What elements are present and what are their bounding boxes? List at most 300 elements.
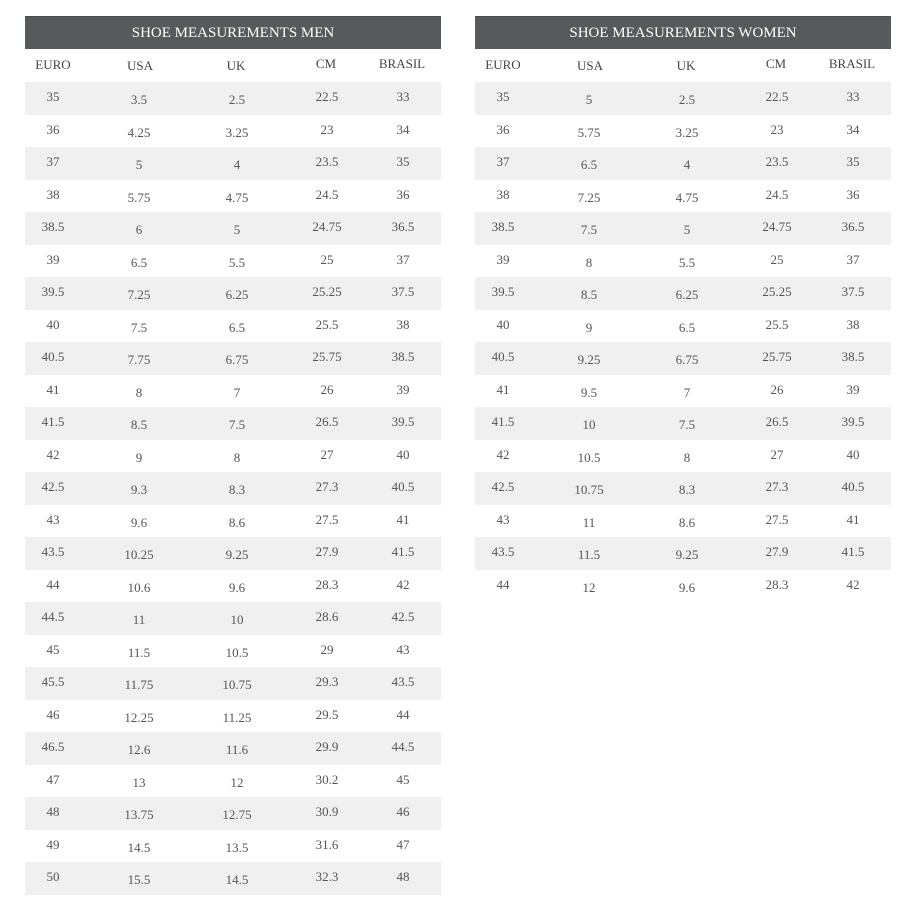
cell-euro xyxy=(25,862,83,895)
cell-euro xyxy=(475,505,533,538)
cell-uk xyxy=(177,310,269,343)
cell-uk xyxy=(627,115,719,148)
cell-value: 4 xyxy=(233,157,241,172)
cell-value: 7 xyxy=(233,384,241,400)
cell-brasil xyxy=(357,635,441,668)
cell-value: 27.5 xyxy=(315,511,339,527)
cell-usa xyxy=(83,797,177,830)
cell-value: 25 xyxy=(770,251,784,267)
cell-value: 8 xyxy=(683,449,691,465)
cell-uk xyxy=(177,277,269,310)
cell-cm xyxy=(719,147,807,180)
cell-cm xyxy=(719,82,807,115)
cell-value: 2.5 xyxy=(228,92,246,107)
cell-cm xyxy=(269,862,357,895)
cell-euro xyxy=(25,602,83,635)
cell-value: 41 xyxy=(396,511,410,527)
cell-value: 6.5 xyxy=(228,319,246,335)
cell-euro xyxy=(475,245,533,278)
cell-cm xyxy=(269,505,357,538)
cell-value: 14.5 xyxy=(225,872,249,887)
cell-uk xyxy=(627,277,719,310)
cell-value: 39 xyxy=(846,381,860,397)
cell-value: 26.5 xyxy=(765,414,789,429)
table-row xyxy=(25,732,441,765)
cell-cm xyxy=(269,277,357,310)
cell-value: 43 xyxy=(496,511,510,527)
cell-value: 2.5 xyxy=(678,92,696,107)
cell-uk xyxy=(177,180,269,213)
cell-brasil xyxy=(357,310,441,343)
table-row xyxy=(475,342,891,375)
cell-value: 38 xyxy=(496,186,510,202)
cell-cm xyxy=(719,245,807,278)
table-row xyxy=(25,797,441,830)
cell-euro xyxy=(475,212,533,245)
cell-euro xyxy=(475,180,533,213)
cell-uk xyxy=(627,212,719,245)
cell-uk xyxy=(177,375,269,408)
cell-value: 25.75 xyxy=(762,349,792,364)
cell-value: 44 xyxy=(46,576,60,592)
cell-euro xyxy=(475,277,533,310)
cell-value: 41.5 xyxy=(491,414,515,429)
cell-value: 10.75 xyxy=(574,482,604,497)
cell-value: 14.5 xyxy=(127,839,151,855)
cell-value: 6.25 xyxy=(675,287,699,302)
cell-value: 43.5 xyxy=(491,544,515,559)
cell-euro xyxy=(475,537,533,570)
cell-value: 25.75 xyxy=(312,349,342,364)
cell-value: 30.9 xyxy=(315,804,339,819)
table-row xyxy=(475,472,891,505)
cell-brasil xyxy=(357,862,441,895)
cell-cm xyxy=(719,537,807,570)
cell-cm xyxy=(719,342,807,375)
cell-value: 38.5 xyxy=(41,219,65,234)
cell-usa xyxy=(533,310,627,343)
cell-value: 7.25 xyxy=(577,189,601,205)
cell-euro xyxy=(25,537,83,570)
table-row xyxy=(475,277,891,310)
cell-cm xyxy=(269,115,357,148)
cell-value: 44.5 xyxy=(41,609,65,624)
cell-cm xyxy=(269,310,357,343)
men-column-headers xyxy=(25,49,441,82)
cell-uk xyxy=(627,407,719,440)
cell-value: 8.5 xyxy=(130,417,148,432)
cell-euro xyxy=(25,440,83,473)
cell-value: 39 xyxy=(46,251,60,267)
cell-uk xyxy=(177,700,269,733)
cell-usa xyxy=(83,732,177,765)
cell-value: 27.9 xyxy=(765,544,789,559)
cell-usa xyxy=(83,375,177,408)
cell-cm xyxy=(269,180,357,213)
column-header-brasil xyxy=(357,49,441,82)
cell-uk xyxy=(627,342,719,375)
cell-cm xyxy=(269,732,357,765)
cell-value: 37 xyxy=(496,154,510,169)
cell-brasil xyxy=(357,245,441,278)
cell-uk xyxy=(177,830,269,863)
cell-euro xyxy=(25,700,83,733)
cell-value: 32.3 xyxy=(315,869,339,884)
cell-brasil xyxy=(357,732,441,765)
cell-usa xyxy=(533,147,627,180)
cell-euro xyxy=(25,570,83,603)
cell-cm xyxy=(719,180,807,213)
cell-uk xyxy=(627,310,719,343)
cell-value: 7.75 xyxy=(127,352,151,367)
cell-usa xyxy=(533,440,627,473)
table-row xyxy=(25,407,441,440)
women-table-title: SHOE MEASUREMENTS WOMEN xyxy=(475,16,891,49)
cell-usa xyxy=(83,180,177,213)
cell-uk xyxy=(177,245,269,278)
cell-value: 36.5 xyxy=(841,219,865,234)
cell-uk xyxy=(627,570,719,603)
cell-value: 5.5 xyxy=(678,254,696,270)
cell-usa xyxy=(83,830,177,863)
cell-value: 25.5 xyxy=(315,316,339,332)
cell-brasil xyxy=(357,180,441,213)
cell-uk xyxy=(627,505,719,538)
cell-value: 5 xyxy=(683,222,691,237)
cell-euro xyxy=(25,147,83,180)
cell-value: 23 xyxy=(770,121,784,137)
cell-cm xyxy=(269,375,357,408)
cell-cm xyxy=(719,277,807,310)
table-row xyxy=(475,407,891,440)
cell-value: 42 xyxy=(396,576,410,592)
table-row xyxy=(25,245,441,278)
cell-value: 39.5 xyxy=(841,414,865,429)
cell-value: 11.6 xyxy=(225,742,249,757)
cell-euro xyxy=(25,310,83,343)
cell-euro xyxy=(25,667,83,700)
cell-value: 39.5 xyxy=(391,414,415,429)
cell-euro xyxy=(25,82,83,115)
cell-usa xyxy=(83,505,177,538)
cell-value: 12 xyxy=(230,774,244,790)
cell-value: 9.6 xyxy=(130,514,148,530)
cell-value: 12.75 xyxy=(222,807,252,822)
table-row xyxy=(25,147,441,180)
cell-value: 37 xyxy=(46,154,60,169)
cell-value: 7 xyxy=(683,384,691,400)
table-row xyxy=(25,635,441,668)
cell-value: 36 xyxy=(846,186,860,202)
men-table-title: SHOE MEASUREMENTS MEN xyxy=(25,16,441,49)
cell-value: 27.3 xyxy=(315,479,339,494)
cell-cm xyxy=(269,570,357,603)
cell-value: 50 xyxy=(46,869,60,884)
cell-brasil xyxy=(357,797,441,830)
cell-value: 42.5 xyxy=(491,479,515,494)
cell-value: 45.5 xyxy=(41,674,65,689)
cell-brasil xyxy=(357,147,441,180)
cell-value: 41 xyxy=(846,511,860,527)
cell-brasil xyxy=(357,505,441,538)
cell-value: 3.5 xyxy=(130,92,148,107)
cell-cm xyxy=(269,407,357,440)
column-header-cm xyxy=(719,49,807,82)
column-header-label: UK xyxy=(226,58,246,73)
cell-uk xyxy=(627,180,719,213)
table-row xyxy=(475,115,891,148)
cell-brasil xyxy=(357,375,441,408)
cell-value: 42 xyxy=(496,446,510,462)
cell-euro xyxy=(25,245,83,278)
cell-uk xyxy=(627,537,719,570)
column-header-label: EURO xyxy=(35,57,71,72)
cell-value: 38.5 xyxy=(491,219,515,234)
cell-brasil xyxy=(357,667,441,700)
cell-value: 34 xyxy=(846,121,860,137)
cell-value: 9.25 xyxy=(675,547,699,562)
cell-value: 8.5 xyxy=(580,287,598,302)
cell-uk xyxy=(177,472,269,505)
cell-euro xyxy=(25,472,83,505)
column-header-label: USA xyxy=(126,58,154,73)
cell-value: 26 xyxy=(320,381,334,397)
cell-uk xyxy=(177,635,269,668)
cell-cm xyxy=(719,505,807,538)
cell-cm xyxy=(719,212,807,245)
cell-cm xyxy=(269,667,357,700)
cell-euro xyxy=(25,115,83,148)
cell-euro xyxy=(475,375,533,408)
cell-value: 33 xyxy=(846,89,860,104)
cell-brasil xyxy=(807,440,891,473)
table-row xyxy=(25,862,441,895)
women-column-headers xyxy=(475,49,891,82)
cell-cm xyxy=(269,472,357,505)
cell-usa xyxy=(533,245,627,278)
table-row xyxy=(25,830,441,863)
cell-usa xyxy=(83,342,177,375)
column-header-label: BRASIL xyxy=(828,56,876,71)
cell-cm xyxy=(719,375,807,408)
cell-usa xyxy=(83,700,177,733)
table-row xyxy=(25,602,441,635)
cell-cm xyxy=(719,310,807,343)
cell-value: 29.3 xyxy=(315,674,339,689)
cell-brasil xyxy=(357,407,441,440)
cell-brasil xyxy=(357,212,441,245)
cell-usa xyxy=(533,407,627,440)
women-size-table xyxy=(475,16,891,602)
cell-uk xyxy=(177,765,269,798)
cell-usa xyxy=(533,277,627,310)
cell-euro xyxy=(475,82,533,115)
cell-value: 43 xyxy=(46,511,60,527)
cell-value: 11.5 xyxy=(577,547,601,562)
cell-brasil xyxy=(357,115,441,148)
cell-value: 13.5 xyxy=(225,839,249,855)
cell-value: 8 xyxy=(135,384,143,400)
cell-cm xyxy=(269,797,357,830)
cell-value: 9.5 xyxy=(580,384,598,400)
cell-uk xyxy=(177,862,269,895)
cell-euro xyxy=(25,342,83,375)
cell-value: 5 xyxy=(585,92,593,107)
cell-value: 31.6 xyxy=(315,836,339,852)
cell-usa xyxy=(83,212,177,245)
cell-uk xyxy=(177,570,269,603)
cell-uk xyxy=(627,472,719,505)
cell-value: 42.5 xyxy=(391,609,415,624)
cell-value: 9.6 xyxy=(678,579,696,595)
table-row xyxy=(25,115,441,148)
cell-value: 46 xyxy=(396,804,410,819)
cell-euro xyxy=(25,797,83,830)
cell-usa xyxy=(83,570,177,603)
cell-value: 43.5 xyxy=(391,674,415,689)
table-row xyxy=(25,342,441,375)
cell-usa xyxy=(533,375,627,408)
cell-usa xyxy=(533,342,627,375)
cell-value: 30.2 xyxy=(315,771,339,787)
cell-value: 9.3 xyxy=(130,482,148,497)
cell-value: 12 xyxy=(582,579,596,595)
cell-value: 28.3 xyxy=(315,576,339,592)
table-row xyxy=(25,537,441,570)
cell-value: 22.5 xyxy=(315,89,339,104)
cell-euro xyxy=(25,765,83,798)
cell-value: 29.9 xyxy=(315,739,339,754)
cell-value: 42 xyxy=(46,446,60,462)
cell-brasil xyxy=(357,440,441,473)
cell-value: 22.5 xyxy=(765,89,789,104)
cell-value: 39.5 xyxy=(491,284,515,299)
cell-cm xyxy=(719,472,807,505)
cell-value: 49 xyxy=(46,836,60,852)
cell-usa xyxy=(83,862,177,895)
cell-value: 40.5 xyxy=(391,479,415,494)
cell-usa xyxy=(83,765,177,798)
cell-usa xyxy=(83,245,177,278)
cell-value: 7.5 xyxy=(678,417,696,432)
cell-euro xyxy=(475,310,533,343)
cell-value: 10.6 xyxy=(127,579,151,595)
cell-value: 25.25 xyxy=(312,284,342,299)
cell-value: 37.5 xyxy=(391,284,415,299)
cell-value: 8 xyxy=(233,449,241,465)
cell-value: 43 xyxy=(396,641,410,657)
cell-value: 24.5 xyxy=(315,186,339,202)
cell-value: 25 xyxy=(320,251,334,267)
cell-value: 35 xyxy=(846,154,860,169)
cell-usa xyxy=(83,440,177,473)
cell-cm xyxy=(269,212,357,245)
cell-value: 46 xyxy=(46,706,60,722)
cell-usa xyxy=(83,310,177,343)
cell-value: 23 xyxy=(320,121,334,137)
cell-cm xyxy=(269,765,357,798)
women-table-body xyxy=(475,82,891,602)
cell-uk xyxy=(177,115,269,148)
cell-value: 15.5 xyxy=(127,872,151,887)
cell-usa xyxy=(83,407,177,440)
table-row xyxy=(475,570,891,603)
cell-usa xyxy=(533,570,627,603)
cell-brasil xyxy=(357,82,441,115)
cell-brasil xyxy=(807,342,891,375)
column-header-label: UK xyxy=(676,58,696,73)
cell-brasil xyxy=(807,310,891,343)
cell-euro xyxy=(475,407,533,440)
cell-euro xyxy=(25,277,83,310)
cell-value: 28.6 xyxy=(315,609,339,624)
cell-cm xyxy=(269,147,357,180)
cell-brasil xyxy=(807,505,891,538)
cell-value: 7.25 xyxy=(127,287,151,302)
cell-cm xyxy=(269,700,357,733)
cell-value: 37 xyxy=(846,251,860,267)
cell-uk xyxy=(177,440,269,473)
cell-value: 40 xyxy=(846,446,860,462)
cell-value: 10.25 xyxy=(124,547,154,562)
cell-brasil xyxy=(807,472,891,505)
cell-value: 38 xyxy=(396,316,410,332)
cell-value: 33 xyxy=(396,89,410,104)
cell-value: 37 xyxy=(396,251,410,267)
cell-euro xyxy=(25,375,83,408)
cell-value: 47 xyxy=(46,771,60,787)
cell-cm xyxy=(269,635,357,668)
cell-usa xyxy=(533,505,627,538)
cell-uk xyxy=(627,375,719,408)
cell-cm xyxy=(269,342,357,375)
cell-value: 10.75 xyxy=(222,677,252,692)
cell-brasil xyxy=(357,537,441,570)
cell-usa xyxy=(533,537,627,570)
cell-usa xyxy=(83,635,177,668)
cell-usa xyxy=(533,472,627,505)
cell-uk xyxy=(177,147,269,180)
cell-value: 11 xyxy=(132,612,146,627)
cell-value: 39 xyxy=(396,381,410,397)
cell-value: 38.5 xyxy=(391,349,415,364)
table-row xyxy=(475,147,891,180)
cell-value: 27.9 xyxy=(315,544,339,559)
cell-value: 4 xyxy=(683,157,691,172)
cell-value: 36 xyxy=(396,186,410,202)
cell-value: 28.3 xyxy=(765,576,789,592)
cell-value: 12.6 xyxy=(127,742,151,757)
cell-value: 8.6 xyxy=(678,514,696,530)
cell-brasil xyxy=(807,115,891,148)
cell-value: 35 xyxy=(396,154,410,169)
cell-value: 11.5 xyxy=(127,644,151,660)
cell-usa xyxy=(83,537,177,570)
cell-value: 27 xyxy=(770,446,784,462)
cell-value: 42.5 xyxy=(41,479,65,494)
cell-uk xyxy=(627,147,719,180)
cell-value: 10 xyxy=(582,417,596,432)
table-row xyxy=(25,212,441,245)
cell-value: 11 xyxy=(582,514,596,530)
column-header-cm xyxy=(269,49,357,82)
cell-value: 5 xyxy=(233,222,241,237)
cell-brasil xyxy=(807,82,891,115)
cell-euro xyxy=(475,147,533,180)
cell-euro xyxy=(25,180,83,213)
cell-brasil xyxy=(357,472,441,505)
cell-uk xyxy=(177,212,269,245)
